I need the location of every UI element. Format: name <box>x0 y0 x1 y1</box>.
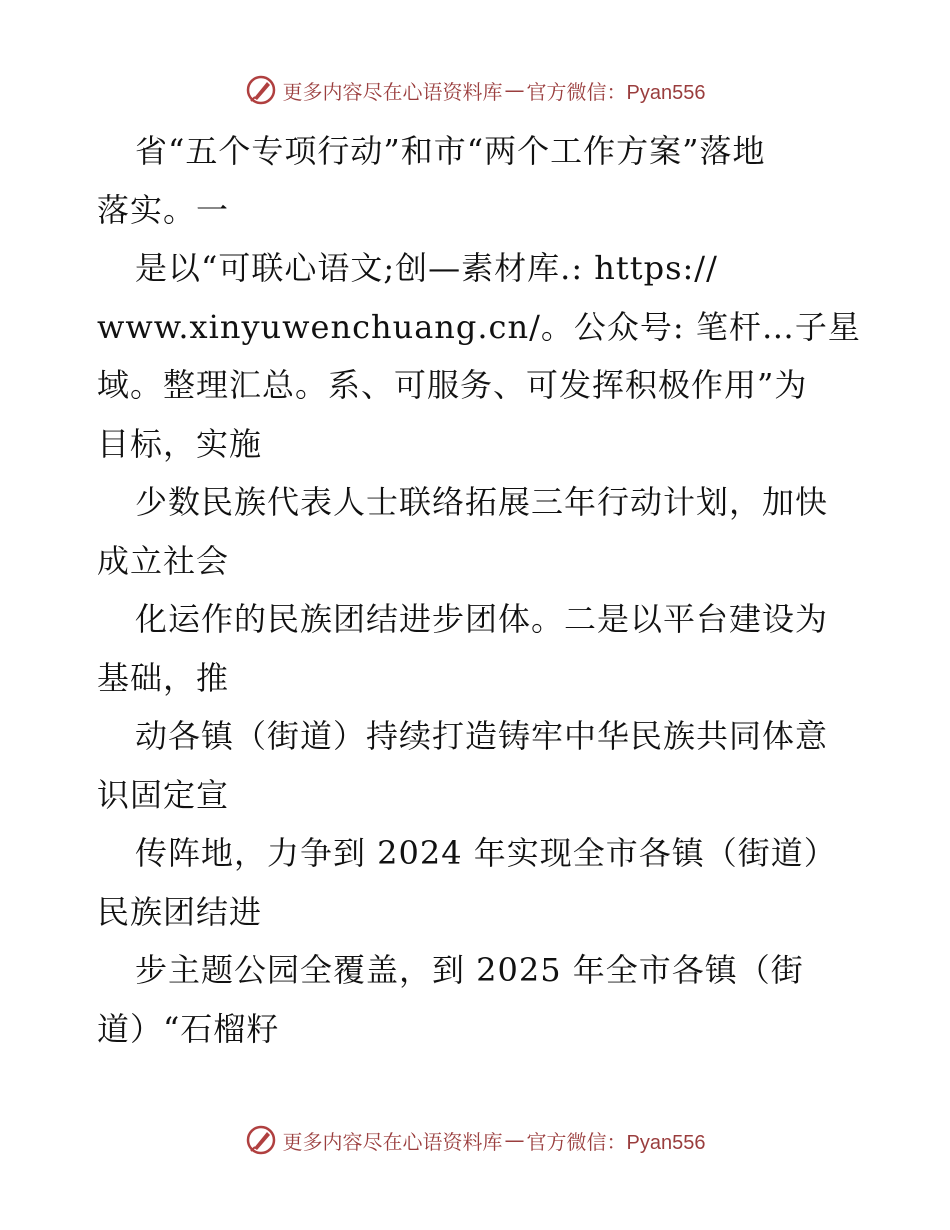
body-line: 基础，推 <box>97 658 230 697</box>
quill-logo-icon <box>245 1124 277 1156</box>
body-line: 道）“石榴籽 <box>97 1009 280 1048</box>
footer-banner <box>0 1120 950 1160</box>
body-line: 少数民族代表人士联络拓展三年行动计划，加快 <box>135 483 829 521</box>
body-line: 目标，实施 <box>97 424 263 463</box>
body-line: 步主题公园全覆盖，到 2025 年全市各镇（街 <box>135 951 804 989</box>
body-line: 传阵地，力争到 2024 年实现全市各镇（街道） <box>135 834 837 872</box>
body-line: 域。整理汇总。系、可服务、可发挥积极作用”为 <box>97 366 808 404</box>
footer-banner-separator: — <box>504 1128 525 1152</box>
footer-banner-contact: 官方微信：Pyan556 <box>526 1131 706 1154</box>
body-line: 落实。一 <box>97 190 230 229</box>
body-line: 化运作的民族团结进步团体。二是以平台建设为 <box>135 600 829 638</box>
body-line: 是以“可联心语文;创—素材库.: https:// <box>135 249 718 287</box>
header-banner <box>0 70 950 110</box>
body-line: 识固定宣 <box>97 775 230 814</box>
header-banner-separator: — <box>504 78 525 102</box>
footer-banner-text: 更多内容尽在心语资料库 <box>282 1129 503 1154</box>
header-banner-text: 更多内容尽在心语资料库 <box>282 79 503 104</box>
body-line: 成立社会 <box>97 541 230 580</box>
header-banner-contact: 官方微信：Pyan556 <box>526 81 706 104</box>
document-body <box>97 122 887 1058</box>
body-line: www.xinyuwenchuang.cn/。公众号: 笔杆…子星 <box>97 307 861 346</box>
body-line: 省“五个专项行动”和市“两个工作方案”落地 <box>135 132 766 170</box>
quill-logo-icon <box>245 74 277 106</box>
body-line: 动各镇（街道）持续打造铸牢中华民族共同体意 <box>135 717 829 755</box>
body-line: 民族团结进 <box>97 892 263 931</box>
